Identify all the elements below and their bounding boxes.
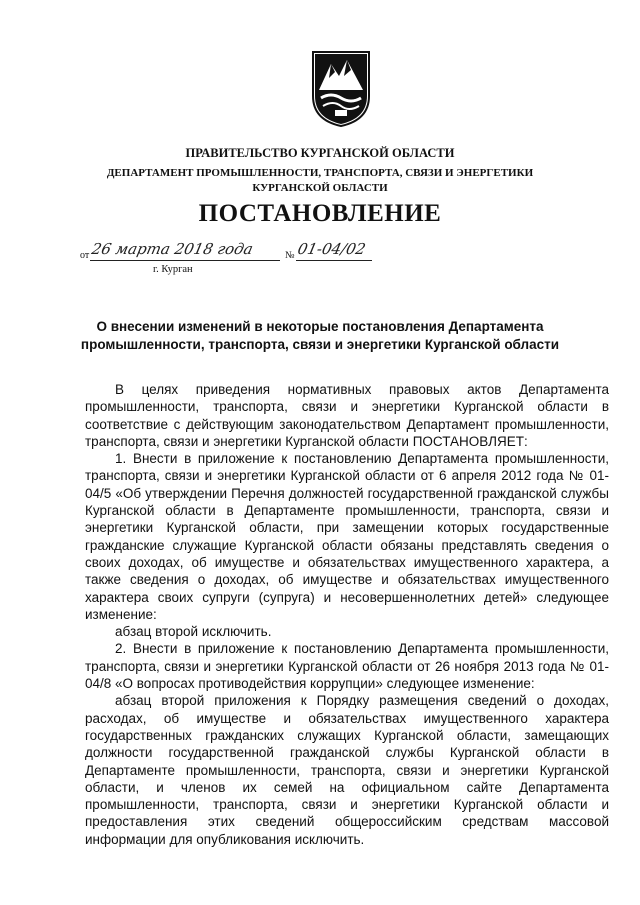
date-number-line [80, 240, 480, 276]
subject-line: промышленности, транспорта, связи и энергетики Курганской области [80, 337, 560, 352]
government-name: ПРАВИТЕЛЬСТВО КУРГАНСКОЙ ОБЛАСТИ [185, 146, 455, 160]
body-paragraph: В целях приведения нормативных правовых актов Департамента промышленности, транспорта, связи и энергетики Курганской области в соответствие с действующим законодательством Департамент промышленности, транспорта, связи и энергетики Курганской области ПОСТАНОВЛЯЕТ: [85, 382, 609, 449]
body-paragraph: абзац второй приложения к Порядку размещения сведений о доходах, расходах, об имуществе и обязательствах имущественного характера государственных гражданских служащих Курганской области, замещающих должности государственной гражданской службы Курганской области в Департаменте промышленности, транспорта, связи и энергетики Курганской области, и членов их семей на официальном сайте Департамента промышленности, транспорта, связи и энергетики Курганской области и предоставления этих сведений общероссийским средствам массовой информации для опубликования исключить. [85, 693, 609, 847]
body-paragraph: абзац второй исключить. [115, 624, 272, 640]
subject-line: О внесении изменений в некоторые постановления Департамента [96, 319, 544, 334]
handwritten-number: 01-04/02 [296, 240, 368, 258]
document-body [85, 381, 609, 848]
handwritten-date: 26 марта 2018 года [90, 240, 255, 258]
department-name-line2: КУРГАНСКОЙ ОБЛАСТИ [252, 182, 388, 194]
document-type-title: ПОСТАНОВЛЕНИЕ [198, 200, 442, 227]
number-underline [296, 260, 372, 261]
number-prefix: № [285, 250, 295, 261]
document-subject [60, 318, 580, 354]
date-prefix: от [80, 250, 90, 261]
city-label: г. Курган [153, 264, 193, 275]
department-name-line1: ДЕПАРТАМЕНТ ПРОМЫШЛЕННОСТИ, ТРАНСПОРТА, СВЯЗИ И ЭНЕРГЕТИКИ [106, 167, 534, 179]
body-paragraph: 1. Внести в приложение к постановлению Департамента промышленности, транспорта, связи и энергетики Курганской области от 6 апреля 2012 года № 01-04/5 «Об утверждении Перечня должностей государственной гражданской службы Курганской области в Департаменте промышленности, транспорта, связи и энергетики Курганской области, при замещении которых государственные гражданские служащие Курганской области обязаны представлять сведения о своих доходах, об имуществе и обязательствах имущественного характера, а также сведения о доходах, об имуществе и обязательствах имущественного характера своих супруги (супруга) и несовершеннолетних детей» следующее изменение: [85, 451, 609, 622]
body-paragraph: 2. Внести в приложение к постановлению Департамента промышленности, транспорта, связи и энергетики Курганской области от 26 ноября 2013 года № 01-04/8 «О вопросах противодействия коррупции» следующее изменение: [85, 641, 609, 692]
coat-of-arms-emblem [311, 50, 371, 128]
date-underline [90, 260, 280, 261]
